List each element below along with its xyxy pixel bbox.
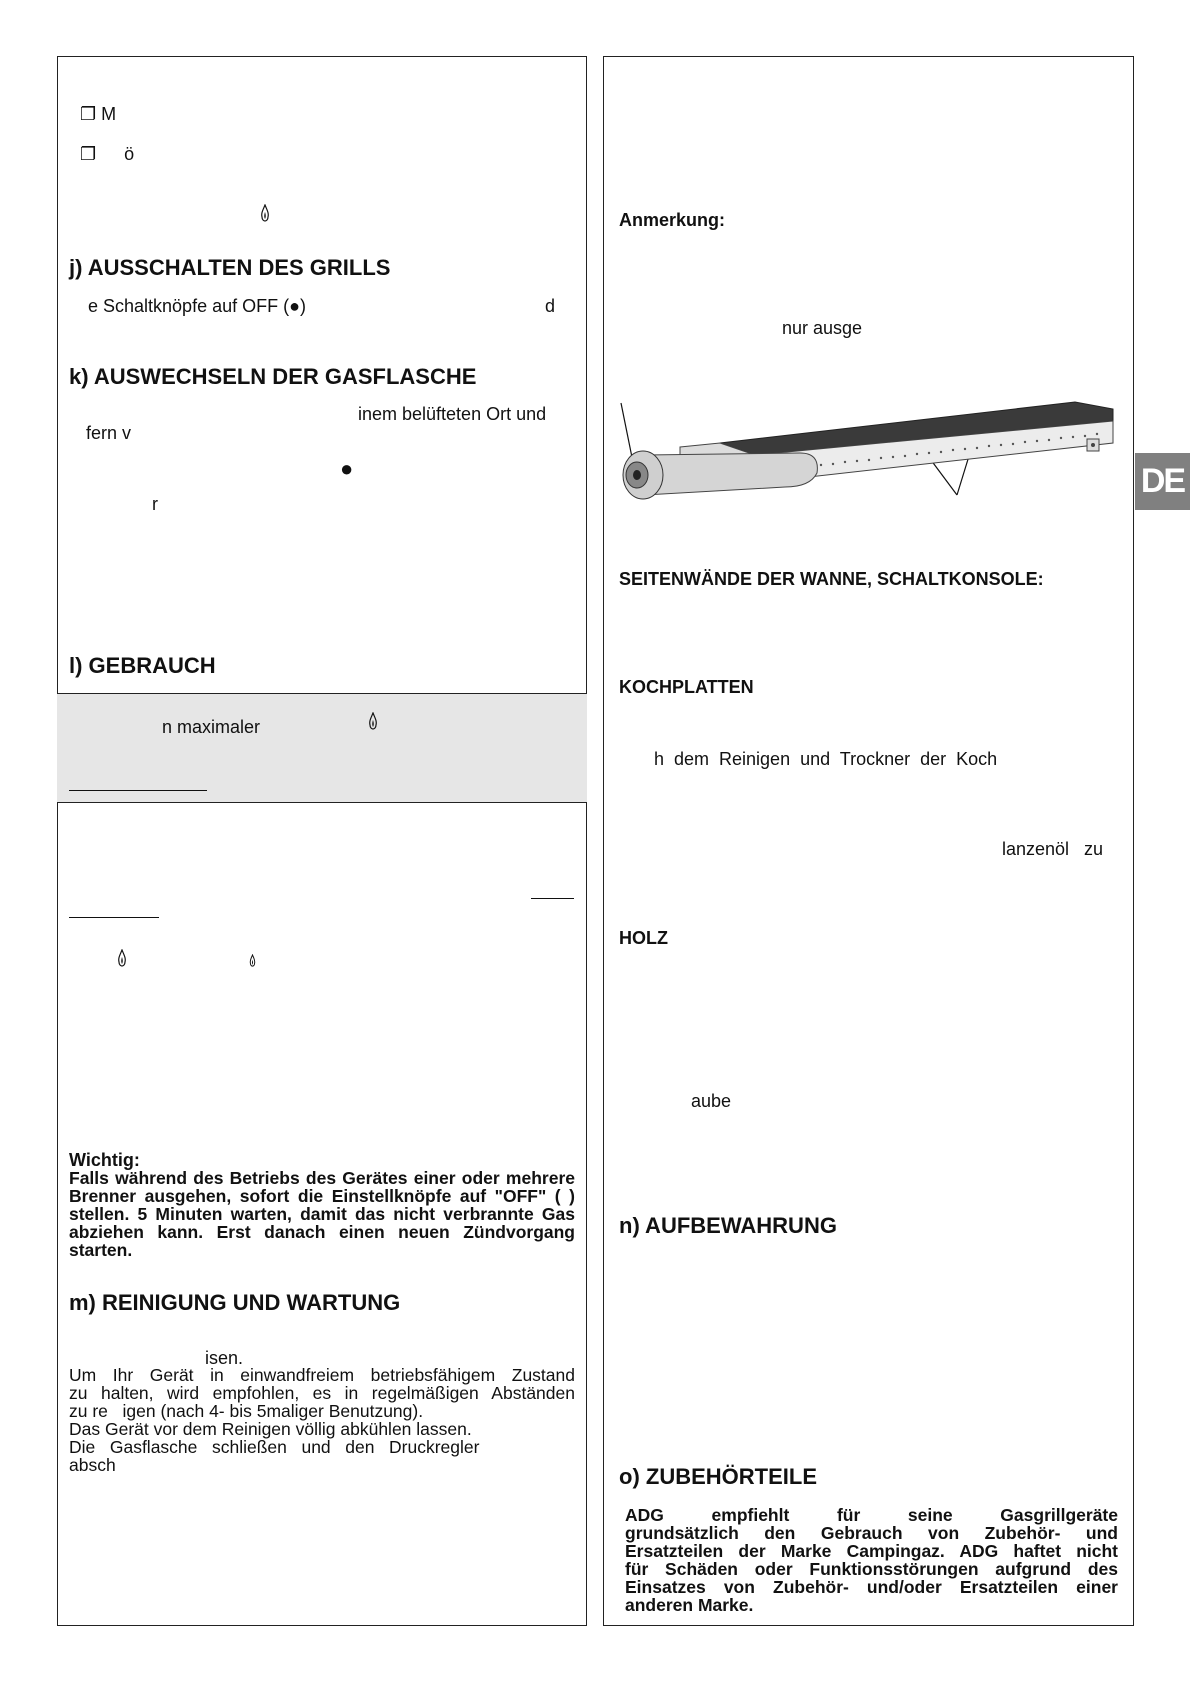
section-l-title: l) GEBRAUCH [69,653,216,678]
section-j-title: j) AUSSCHALTEN DES GRILLS [69,255,391,280]
flame-small-icon [249,954,256,967]
gray-note-text: n maximaler [162,717,261,737]
holz-heading: HOLZ [619,928,668,948]
section-m-fragment: isen. [205,1348,244,1368]
gray-note-box [57,693,587,803]
underline-left [69,917,159,918]
section-j-line-end: d [545,296,556,316]
section-k-line2: fern v [86,423,132,443]
gray-note-underline [69,790,207,791]
anmerkung-label: Anmerkung: [619,210,726,230]
section-m-line: zu re igen (nach 4- bis 5maliger Benutzung). [69,1401,424,1421]
kochplatten-text: h dem Reinigen und Trockner der Koch [654,749,998,769]
zubehoer-line: Einsatzes von Zubehör- und/oder Ersatzteilen einer [625,1577,1118,1597]
flame-icon [117,949,127,967]
section-k-line1: inem belüfteten Ort und [358,404,547,424]
off-dot-icon: ● [340,456,354,481]
section-m-line: zu halten, wird empfohlen, es in regelmäßigen Abständen [69,1383,575,1403]
section-m-paragraph [69,1366,575,1474]
checkbox-icon: ❐ [80,144,97,164]
kochplatten-heading: KOCHPLATTEN [619,677,754,697]
flame-icon [260,204,270,222]
section-k-line3: r [152,494,158,514]
underline-right [531,898,574,899]
wichtig-label: Wichtig: [69,1150,140,1170]
section-m-line: Das Gerät vor dem Reinigen völlig abkühlen lassen. [69,1419,472,1439]
wichtig-text: Falls während des Betriebs des Gerätes einer oder mehrere Brenner ausgehen, sofort die Einstellknöpfe auf "OFF" ( ) stellen. 5 Minuten warten, damit das nicht verbrannte Gas abziehen kann. Erst danach einen neuen Zündvorgang starten. [69,1168,575,1260]
zubehoer-line: Ersatzteilen der Marke Campingaz. ADG haftet nicht [625,1541,1118,1561]
lanzenoel-text: lanzenöl zu [1002,839,1104,859]
section-m-title: m) REINIGUNG UND WARTUNG [69,1290,401,1315]
zubehoer-line: anderen Marke. [625,1595,754,1615]
section-j-line: e Schaltknöpfe auf OFF (●) [88,296,306,316]
zubehoer-line: für Schäden oder Funktionsstörungen aufgrund des [625,1559,1118,1579]
language-tab: DE [1135,453,1190,510]
zubehoer-line: grundsätzlich den Gebrauch von Zubehör- und [625,1523,1118,1543]
flame-icon [368,712,378,730]
section-m-line: Um Ihr Gerät in einwandfreiem betriebsfähigem Zustand [69,1365,575,1385]
zubehoer-line: ADG empfiehlt für seine Gasgrillgeräte [625,1505,1118,1525]
aufbewahrung-title: n) AUFBEWAHRUNG [619,1213,837,1238]
seitenwaende-heading: SEITENWÄNDE DER WANNE, SCHALTKONSOLE: [619,569,1044,589]
section-m-line: absch [69,1455,116,1475]
burner-illustration [605,395,1125,550]
section-k-title: k) AUSWECHSELN DER GASFLASCHE [69,364,477,389]
list-item-1: ❐ M [80,104,117,124]
zubehoer-text [625,1506,1118,1614]
section-m-line: Die Gasflasche schließen und den Druckregler [69,1437,480,1457]
zubehoer-title: o) ZUBEHÖRTEILE [619,1464,817,1489]
checkbox-icon: ❐ [80,104,97,124]
anmerkung-fragment: nur ausge [782,318,863,338]
list-item-2: ❐ ö [80,144,135,164]
aube-text: aube [691,1091,732,1111]
